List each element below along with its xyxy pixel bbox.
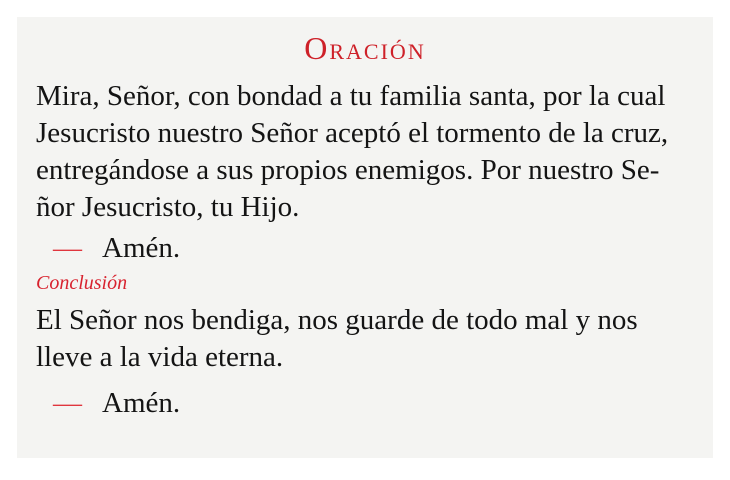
conclusion-paragraph xyxy=(36,302,694,376)
response-dash: — xyxy=(53,232,82,264)
section-title-oracion: Oración xyxy=(304,30,426,66)
conclusion-response xyxy=(36,385,694,422)
conclusion-line: El Señor nos bendiga, nos guarde de todo mal y nos xyxy=(36,304,638,336)
prayer-line: Mira, Señor, con bondad a tu familia santa, por la cual xyxy=(36,80,666,112)
rubric-conclusion: Conclusión xyxy=(36,272,128,294)
prayer-line: entregándose a sus propios enemigos. Por nuestro Se- xyxy=(36,154,660,186)
conclusion-line: lleve a la vida eterna. xyxy=(36,341,284,373)
response-dash: — xyxy=(53,387,82,419)
response-amen: Amén. xyxy=(102,387,181,419)
prayer-response xyxy=(36,230,694,267)
response-amen: Amén. xyxy=(102,232,181,264)
prayer-line: ñor Jesucristo, tu Hijo. xyxy=(36,191,300,223)
prayer-page-panel xyxy=(17,17,713,458)
prayer-line: Jesucristo nuestro Señor aceptó el tormento de la cruz, xyxy=(36,117,669,149)
prayer-paragraph xyxy=(36,78,694,226)
